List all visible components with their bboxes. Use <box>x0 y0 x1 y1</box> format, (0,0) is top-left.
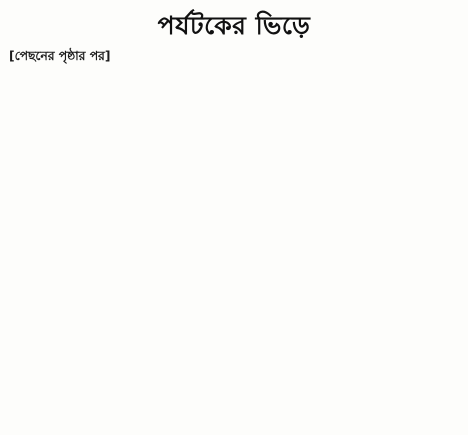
article-headline: পর্যটকের ভিড়ে <box>157 11 311 40</box>
article-body <box>9 48 459 65</box>
headline-row <box>9 6 459 46</box>
continuation-label: [পেছনের পৃষ্ঠার পর] <box>9 49 111 63</box>
